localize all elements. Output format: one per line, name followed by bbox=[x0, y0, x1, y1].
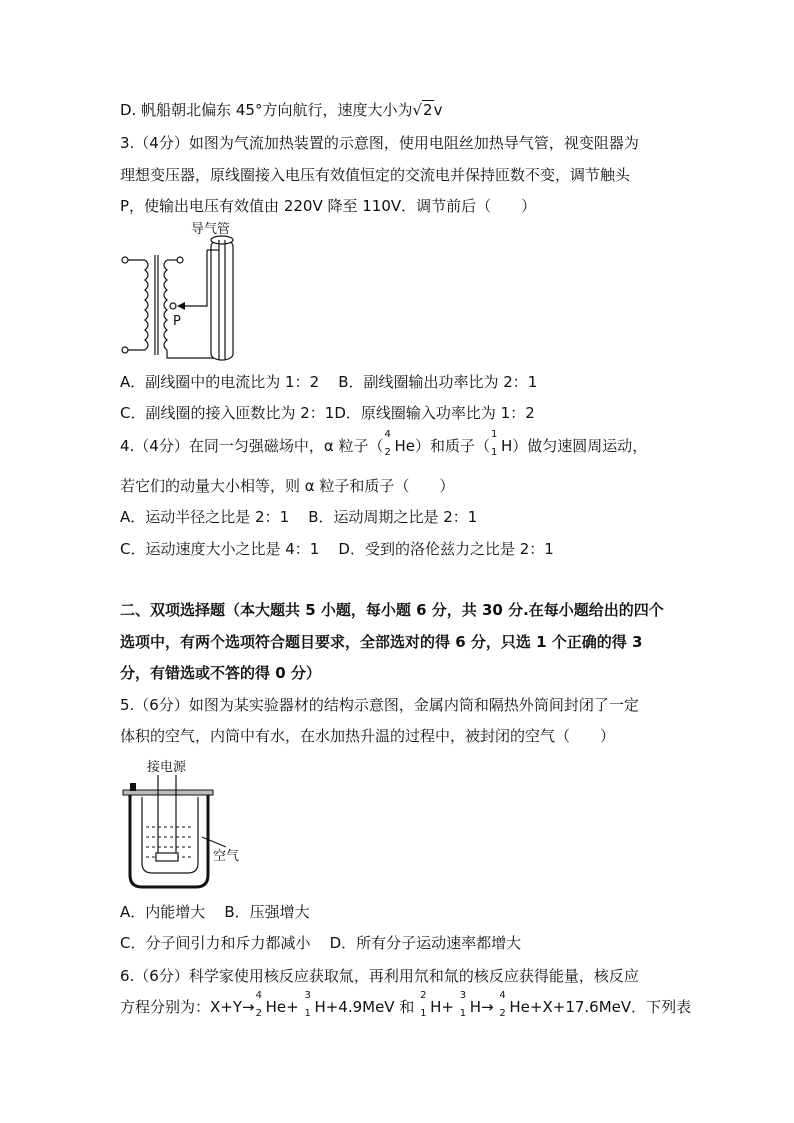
isotope-4: 3 1 bbox=[459, 990, 467, 1019]
q4-options-row2 bbox=[120, 539, 554, 559]
q5-stem-line2: 体积的空气，内筒中有水，在水加热升温的过程中，被封闭的空气（ ） bbox=[120, 727, 616, 745]
q5-option-a: A．内能增大 bbox=[120, 903, 206, 921]
q4-stem-line2: 若它们的动量大小相等，则 α 粒子和质子（ ） bbox=[120, 477, 455, 495]
q4-option-a: A．运动半径之比是 2：1 bbox=[120, 508, 290, 526]
q5-label-power: 接电源 bbox=[147, 760, 187, 775]
isotope-1: 4 2 bbox=[255, 990, 262, 1019]
q2-option-d: D. 帆船朝北偏东 45°方向航行，速度大小为√2v bbox=[120, 101, 443, 119]
q3-stem-line3: P，使输出电压有效值由 220V 降至 110V．调节前后（ ） bbox=[120, 197, 537, 215]
q3-option-a: A．副线圈中的电流比为 1：2 bbox=[120, 373, 320, 391]
q5-option-c: C．分子间引力和斥力都减小 bbox=[120, 934, 311, 952]
q6-equation-line: 方程分别为：X+Y→ 4 2 He+ 3 1 H+4.9MeV 和 2 1 H+ 3 1 H→ 4 2 He+X+17.6MeV．下列表 bbox=[120, 990, 692, 1019]
q3-stem-line2: 理想变压器，原线圈接入电压有效值恒定的交流电并保持匝数不变，调节触头 bbox=[120, 166, 631, 184]
q5-option-d: D．所有分子运动速率都增大 bbox=[329, 934, 522, 952]
q5-options-row2 bbox=[120, 933, 521, 953]
q4-options-row1 bbox=[120, 507, 477, 527]
q3-stem-line1: 3.（4分）如图为气流加热装置的示意图，使用电阻丝加热导气管，视变阻器为 bbox=[120, 134, 639, 152]
section2-heading-line2: 选项中，有两个选项符合题目要求，全部选对的得 6 分，只选 1 个正确的得 3 bbox=[120, 633, 643, 651]
q3-label-p: P bbox=[173, 314, 181, 329]
q4-option-d: D．受到的洛伦兹力之比是 2：1 bbox=[338, 540, 554, 558]
isotope-5: 4 2 bbox=[499, 990, 506, 1019]
isotope-3: 2 1 bbox=[420, 990, 427, 1019]
q5-option-b: B．压强增大 bbox=[224, 903, 310, 921]
q5-label-air: 空气 bbox=[213, 849, 240, 864]
q3-option-d: D．原线圈输入功率比为 1：2 bbox=[334, 404, 535, 422]
q5-stem-line1: 5.（6分）如图为某实验器材的结构示意图，金属内筒和隔热外筒间封闭了一定 bbox=[120, 696, 639, 714]
section2-heading-line1: 二、双项选择题（本大题共 5 小题，每小题 6 分，共 30 分.在每小题给出的四个 bbox=[120, 601, 664, 619]
q3-option-c: C．副线圈的接入匝数比为 2：1 bbox=[120, 404, 335, 422]
q4-option-b: B．运动周期之比是 2：1 bbox=[308, 508, 478, 526]
q3-options-row2 bbox=[120, 403, 535, 423]
q5-options-row1 bbox=[120, 902, 310, 922]
section2-heading-line3: 分，有错选或不答的得 0 分） bbox=[120, 664, 321, 682]
q4-stem-line1: 4.（4分）在同一匀强磁场中，α 粒子（ 4 2 He）和质子（ 1 1 H）做匀速圆周运动， bbox=[120, 429, 648, 458]
q3-transformer-figure bbox=[115, 220, 245, 370]
q3-label-tube: 导气管 bbox=[191, 222, 231, 237]
q5-apparatus-figure bbox=[118, 755, 258, 895]
isotope-2: 3 1 bbox=[304, 990, 311, 1019]
q3-options-row1 bbox=[120, 372, 537, 392]
q4-option-c: C．运动速度大小之比是 4：1 bbox=[120, 540, 320, 558]
hydrogen-isotope: 1 1 bbox=[491, 429, 498, 458]
q6-stem-line1: 6.（6分）科学家使用核反应获取氚，再利用氘和氚的核反应获得能量，核反应 bbox=[120, 967, 639, 985]
q3-option-b: B．副线圈输出功率比为 2：1 bbox=[338, 373, 538, 391]
helium-isotope: 4 2 bbox=[384, 429, 391, 458]
sqrt-symbol: √2 bbox=[412, 101, 433, 119]
